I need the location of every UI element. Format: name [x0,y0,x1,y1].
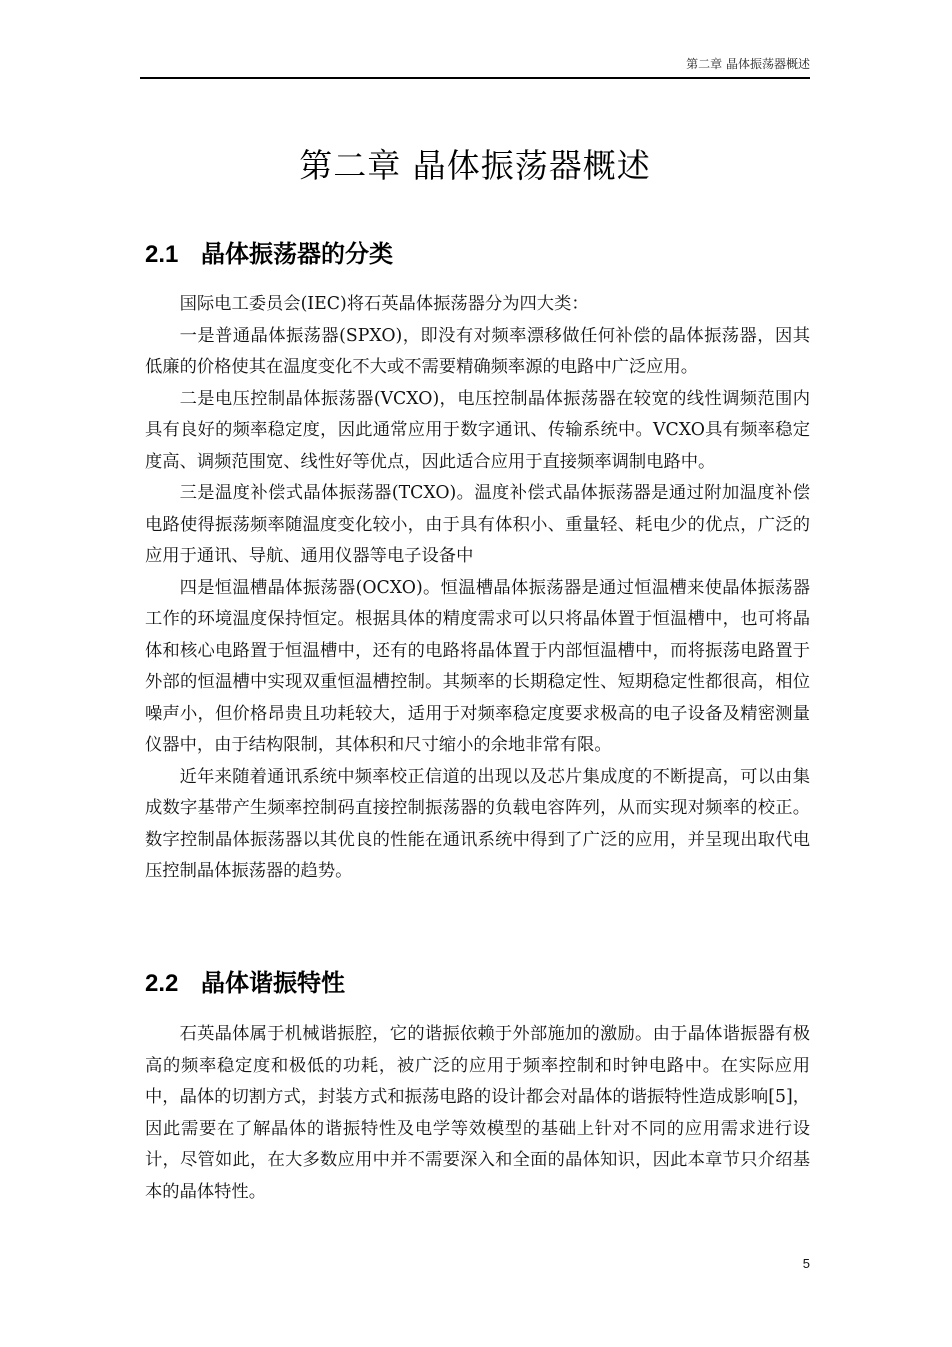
section-body-2-1 [145,289,810,888]
section-title: 晶体振荡器的分类 [201,239,393,268]
paragraph: 国际电工委员会(IEC)将石英晶体振荡器分为四大类： [179,294,589,314]
section-number: 2.2 [145,970,179,997]
paragraph: 二是电压控制晶体振荡器(VCXO)，电压控制晶体振荡器在较宽的线性调频范围内具有良好的频率稳定度，因此通常应用于数字通讯、传输系统中。VCXO具有频率稳定度高、调频范围宽、线性好等优点，因此适合应用于直接频率调制电路中。 [145,388,810,472]
header-rule [140,77,810,79]
section-heading-2-2 [145,966,810,1001]
paragraph: 近年来随着通讯系统中频率校正信道的出现以及芯片集成度的不断提高，可以由集成数字基带产生频率控制码直接控制振荡器的负载电容阵列，从而实现对频率的校正。数字控制晶体振荡器以其优良的性能在通讯系统中得到了广泛的应用，并呈现出取代电压控制晶体振荡器的趋势。 [145,766,810,881]
section-heading-2-1 [145,237,810,272]
paragraph: 四是恒温槽晶体振荡器(OCXO)。恒温槽晶体振荡器是通过恒温槽来使晶体振荡器工作的环境温度保持恒定。根据具体的精度需求可以只将晶体置于恒温槽中，也可将晶体和核心电路置于恒温槽中，还有的电路将晶体置于内部恒温槽中，而将振荡电路置于外部的恒温槽中实现双重恒温槽控制。其频率的长期稳定性、短期稳定性都很高，相位噪声小，但价格昂贵且功耗较大，适用于对频率稳定度要求极高的电子设备及精密测量仪器中，由于结构限制，其体积和尺寸缩小的余地非常有限。 [145,577,810,755]
page-number: 5 [802,1256,810,1271]
paragraph: 三是温度补偿式晶体振荡器(TCXO)。温度补偿式晶体振荡器是通过附加温度补偿电路使得振荡频率随温度变化较小，由于具有体积小、重量轻、耗电少的优点，广泛的应用于通讯、导航、通用仪器等电子设备中 [145,483,810,566]
running-header: 第二章 晶体振荡器概述 [686,57,810,71]
chapter-title: 第二章 晶体振荡器概述 [299,146,651,185]
section-body-2-2 [145,1019,810,1208]
section-number: 2.1 [145,241,179,268]
section-title: 晶体谐振特性 [201,968,345,997]
paragraph: 石英晶体属于机械谐振腔，它的谐振依赖于外部施加的激励。由于晶体谐振器有极高的频率稳定度和极低的功耗，被广泛的应用于频率控制和时钟电路中。在实际应用中，晶体的切割方式，封装方式和振荡电路的设计都会对晶体的谐振特性造成影响[5]，因此需要在了解晶体的谐振特性及电学等效模型的基础上针对不同的应用需求进行设计，尽管如此，在大多数应用中并不需要深入和全面的晶体知识，因此本章节只介绍基本的晶体特性。 [145,1024,810,1202]
paragraph: 一是普通晶体振荡器(SPXO)，即没有对频率漂移做任何补偿的晶体振荡器，因其低廉的价格使其在温度变化不大或不需要精确频率源的电路中广泛应用。 [145,325,810,377]
